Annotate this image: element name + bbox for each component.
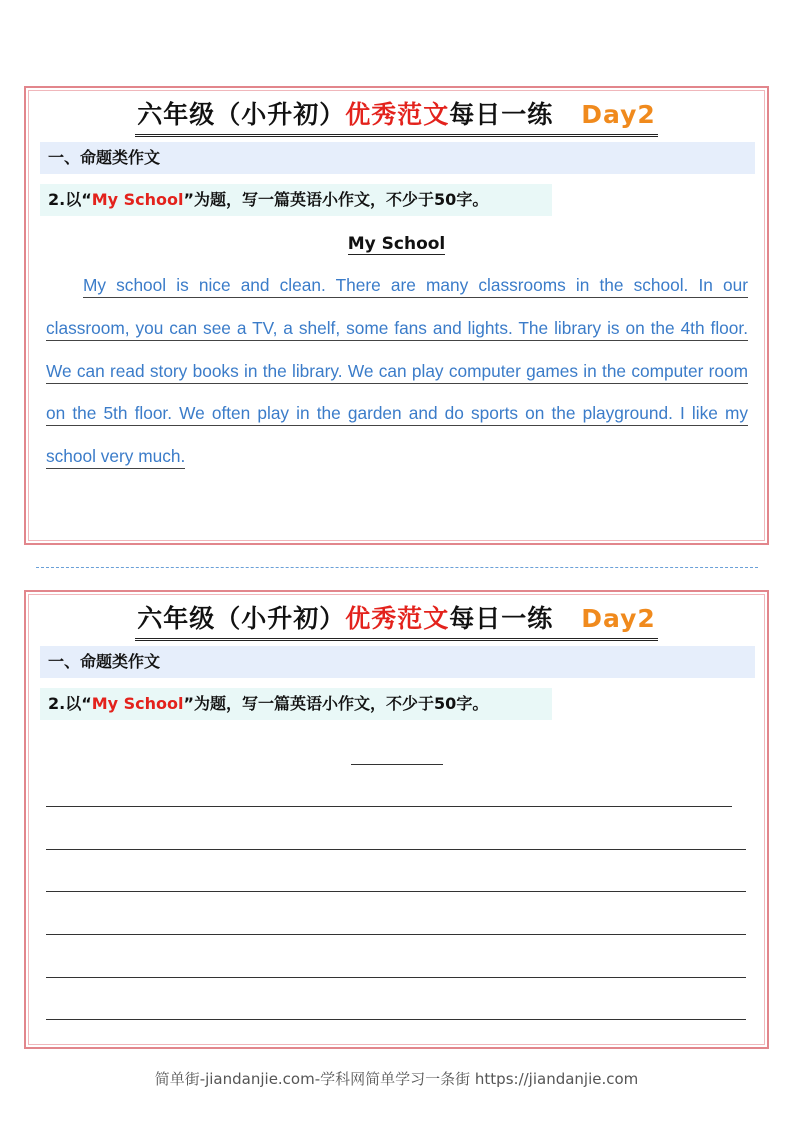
blank-title-line[interactable] — [351, 764, 443, 765]
essay-prompt — [40, 688, 552, 720]
title-grade: 六年级（小升初） — [137, 604, 346, 633]
writing-line[interactable] — [46, 849, 746, 850]
title-day: Day2 — [581, 100, 656, 129]
essay-title — [26, 232, 767, 256]
writing-line[interactable] — [46, 806, 732, 807]
writing-line[interactable] — [46, 1019, 746, 1020]
prompt-prefix: 2.以“ — [48, 694, 92, 713]
essay-body — [46, 264, 748, 478]
writing-line[interactable] — [46, 891, 746, 892]
prompt-prefix: 2.以“ — [48, 190, 92, 209]
writing-line[interactable] — [46, 977, 746, 978]
dashed-divider — [36, 567, 758, 568]
title-highlight: 优秀范文 — [345, 604, 450, 633]
essay-title-text: My School — [347, 234, 446, 254]
section-heading: 一、命题类作文 — [40, 142, 755, 174]
title-daily: 每日一练 — [449, 604, 554, 633]
essay-prompt — [40, 184, 552, 216]
prompt-topic: My School — [91, 694, 184, 713]
card-title — [26, 602, 767, 642]
prompt-suffix: ”为题，写一篇英语小作文，不少于50字。 — [183, 190, 489, 209]
sample-essay-card — [24, 86, 769, 545]
card-title — [26, 98, 767, 138]
title-grade: 六年级（小升初） — [137, 100, 346, 129]
practice-card — [24, 590, 769, 1049]
title-day: Day2 — [581, 604, 656, 633]
essay-text: My school is nice and clean. There are many classrooms in the school. In our classroom, you can see a TV, a shelf, some fans and lights. The library is on the 4th floor. We can read story books in the library. We can play computer games in the computer room on the 5th floor. We often play in the garden and do sports on the playground. I like my school very much. — [46, 275, 748, 469]
page-footer: 简单街-jiandanjie.com-学科网简单学习一条街 https://jiandanjie.com — [154, 1070, 639, 1088]
prompt-topic: My School — [91, 190, 184, 209]
section-heading: 一、命题类作文 — [40, 646, 755, 678]
prompt-suffix: ”为题，写一篇英语小作文，不少于50字。 — [183, 694, 489, 713]
title-highlight: 优秀范文 — [345, 100, 450, 129]
title-daily: 每日一练 — [449, 100, 554, 129]
writing-line[interactable] — [46, 934, 746, 935]
